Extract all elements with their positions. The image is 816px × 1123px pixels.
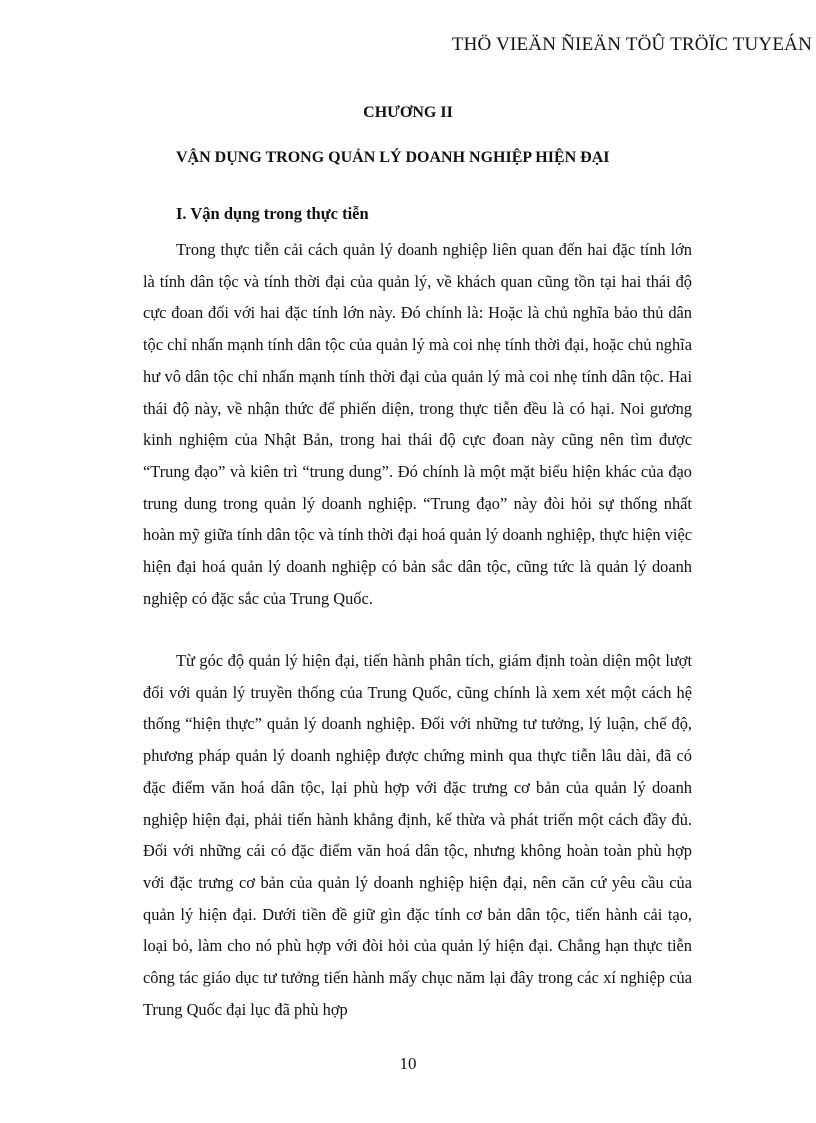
running-header: THÖ VIEÄN ÑIEÄN TÖÛ TRÖÏC TUYEÁN bbox=[451, 34, 812, 55]
chapter-title: VẬN DỤNG TRONG QUẢN LÝ DOANH NGHIỆP HIỆN ĐẠI bbox=[176, 149, 610, 166]
chapter-number: CHƯƠNG II bbox=[363, 104, 453, 121]
section-title: I. Vận dụng trong thực tiễn bbox=[176, 204, 369, 223]
body-paragraph-1: Trong thực tiễn cải cách quản lý doanh nghiệp liên quan đến hai đặc tính lớn là tính dân tộc và tính thời đại của quản lý, về khách quan cũng tồn tại hai thái độ cực đoan đối với hai đặc tính lớn này. Đó chính là: Hoặc là chủ nghĩa bảo thủ dân tộc chỉ nhấn mạnh tính dân tộc của quản lý mà coi nhẹ tính thời đại, hoặc chủ nghĩa hư vô dân tộc chỉ nhấn mạnh tính thời đại của quản lý mà coi nhẹ tính dân tộc. Hai thái độ này, về nhận thức để phiến diện, trong thực tiễn đều là có hại. Noi gương kinh nghiệm của Nhật Bản, trong hai thái độ cực đoan này cũng nên tìm được “Trung đạo” và kiên trì “trung dung”. Đó chính là một mặt biểu hiện khác của đạo trung dung trong quản lý doanh nghiệp. “Trung đạo” này đòi hỏi sự thống nhất hoàn mỹ giữa tính dân tộc và tính thời đại hoá quản lý doanh nghiệp, thực hiện việc hiện đại hoá quản lý doanh nghiệp có bản sắc dân tộc, cũng tức là quản lý doanh nghiệp có đặc sắc của Trung Quốc. bbox=[143, 240, 692, 608]
body-paragraph-2: Từ góc độ quản lý hiện đại, tiến hành phân tích, giám định toàn diện một lượt đối với quản lý truyền thống của Trung Quốc, cũng chính là xem xét một cách hệ thống “hiện thực” quản lý doanh nghiệp. Đối với những tư tưởng, lý luận, chế độ, phương pháp quản lý doanh nghiệp được chứng minh qua thực tiễn lâu dài, đã có đặc điểm văn hoá dân tộc, lại phù hợp với đặc trưng cơ bản của quản lý doanh nghiệp hiện đại, phải tiến hành khẳng định, kế thừa và phát triển một cách đầy đủ. Đối với những cái có đặc điểm văn hoá dân tộc, nhưng không hoàn toàn phù hợp với đặc trưng cơ bản của quản lý doanh nghiệp hiện đại, nên căn cứ yêu cầu của quản lý hiện đại. Dưới tiền đề giữ gìn đặc tính cơ bản dân tộc, tiến hành cải tạo, loại bỏ, làm cho nó phù hợp với đòi hỏi của quản lý hiện đại. Chẳng hạn thực tiễn công tác giáo dục tư tưởng tiến hành mấy chục năm lại đây trong các xí nghiệp của Trung Quốc đại lục đã phù hợp bbox=[143, 651, 692, 1019]
page-number: 10 bbox=[399, 1054, 417, 1073]
